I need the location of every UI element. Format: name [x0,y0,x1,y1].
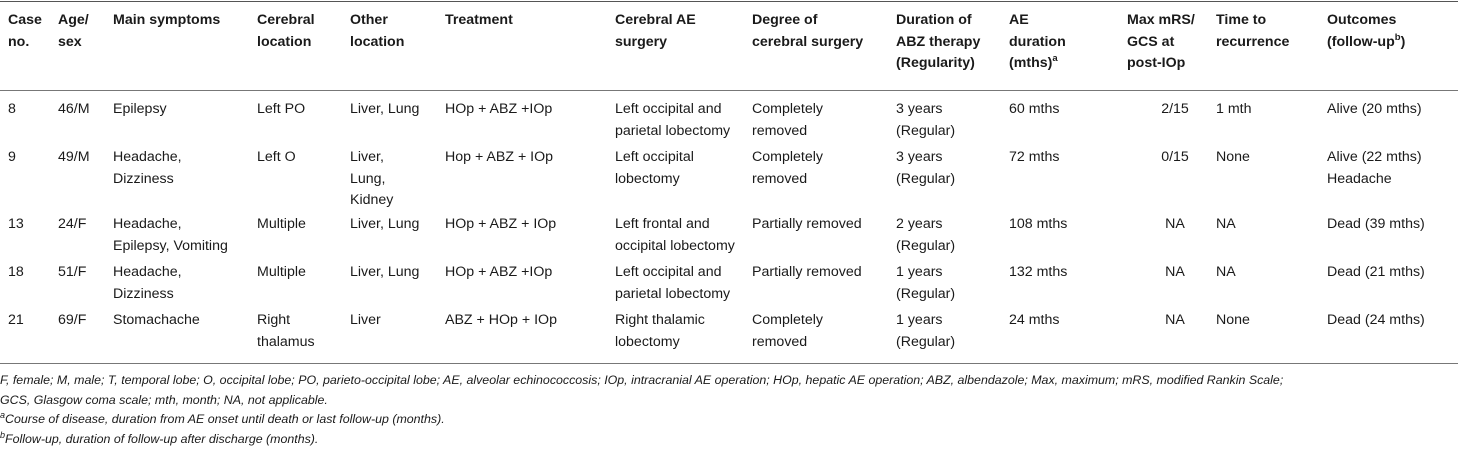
cell-abz-duration [896,262,955,305]
header-line [257,32,315,54]
cell-line: Right thalamic [615,312,705,328]
header-line-text: surgery [615,33,668,50]
cell-line: thalamus [257,333,315,350]
header-line-text: (follow-up [1327,33,1395,50]
header-line [58,32,89,54]
cell-line: NA [1165,216,1185,232]
cell-cerebral-location [257,147,296,169]
header-line-text: (mths) [1009,55,1053,71]
cell-line: NA [1165,264,1185,280]
cell-line: parietal lobectomy [615,285,731,302]
footnote-a-marker: a [0,410,6,421]
cell-line: Right [257,312,291,328]
cell-line: Dead (21 mths) [1327,264,1425,280]
header-line [615,32,696,54]
cell-line: Alive (22 mths) [1327,149,1422,165]
cell-line: 21 [8,312,24,328]
header-line-text: cerebral surgery [752,33,864,50]
cell-line: Completely [752,101,823,117]
cell-time-to-recurrence [1216,310,1250,332]
cell-main-symptoms [113,147,182,190]
cell-line: Left occipital and [615,101,722,117]
header-outcomes [1327,10,1405,53]
cell-line: 18 [8,264,24,280]
cell-other-location [350,214,419,236]
header-line: Max mRS/ [1127,12,1195,28]
cell-line: Completely [752,149,823,165]
header-age-sex [58,10,89,53]
cell-case-no [8,147,16,169]
cell-line: 8 [8,101,16,117]
cell-line: 2/15 [1161,101,1189,117]
cell-line: 9 [8,149,16,165]
cell-line: Dizziness [113,285,174,302]
header-abz-duration [896,10,980,75]
cell-line: Epilepsy, Vomiting [113,237,228,254]
cell-case-no [8,262,24,284]
cell-line: 1 mth [1216,101,1252,117]
header-cerebral-ae-surgery [615,10,696,53]
header-treatment [445,10,513,32]
cell-line: 24/F [58,216,87,232]
cell-line: Liver, Lung [350,216,420,232]
cell-line: Partially removed [752,264,862,280]
footnote-a [0,410,1458,430]
cell-line: Epilepsy [113,101,167,117]
cell-other-location [350,147,393,212]
footnote-b-text: Follow-up, duration of follow-up after discharge (months). [5,431,319,446]
header-line: Cerebral AE [615,12,696,28]
cell-abz-duration [896,214,955,257]
cell-line: 24 mths [1009,312,1060,328]
header-cerebral-location [257,10,315,53]
cell-line: lobectomy [615,170,680,187]
cell-line: HOp + ABZ +IOp [445,101,553,117]
cell-line: Left O [257,149,296,165]
cell-other-location [350,262,419,284]
cell-max-mrs-gcs [1135,310,1215,332]
header-line [350,32,404,54]
footnote-b-marker: b [0,429,6,440]
header-line: Outcomes [1327,12,1397,28]
cell-treatment [445,147,553,169]
header-line-text: ) [1400,33,1406,50]
cell-outcomes [1327,262,1425,284]
cell-line: Hop + ABZ + IOp [445,149,554,165]
cell-line: Liver [350,312,381,328]
header-time-to-recurrence [1216,10,1289,53]
cell-line: Completely [752,312,823,328]
cell-main-symptoms [113,214,228,257]
cell-abz-duration [896,310,955,353]
cell-line: 46/M [58,101,90,117]
header-line [752,32,863,54]
cell-line: Left frontal and [615,216,710,232]
cell-line: 49/M [58,149,90,165]
cell-outcomes [1327,214,1425,236]
table-bottom-rule [0,363,1458,364]
header-line-text: ABZ therapy [896,33,981,50]
cell-time-to-recurrence [1216,262,1236,284]
header-max-mrs-gcs [1127,10,1195,75]
header-line-text: sex [58,33,82,50]
cell-degree-of-surgery [752,147,823,190]
cell-line: Liver, [350,149,384,165]
cell-age-sex [58,262,86,284]
cell-line: 3 years [896,101,943,117]
header-line [1009,53,1066,75]
cell-degree-of-surgery [752,262,862,284]
cell-line: Headache [1327,170,1392,187]
header-main-symptoms [113,10,220,32]
cell-line: Headache, [113,216,182,232]
cell-age-sex [58,310,86,332]
header-degree-of-surgery [752,10,863,53]
cell-cerebral-location [257,262,306,284]
cell-line: Partially removed [752,216,862,232]
cell-other-location [350,310,381,332]
header-line-text: location [350,33,405,50]
cell-line: 3 years [896,149,943,165]
cell-ae-duration [1009,262,1067,284]
cell-line: NA [1165,312,1185,328]
table-footnotes [0,371,1458,449]
header-line-text: location [257,33,312,50]
cell-max-mrs-gcs [1135,147,1215,169]
header-case-no [8,10,42,53]
header-line-text: recurrence [1216,33,1290,50]
cell-treatment [445,310,557,332]
cell-line: Liver, Lung [350,264,420,280]
footnote-abbreviations-1: F, female; M, male; T, temporal lobe; O, occipital lobe; PO, parieto-occipital lobe; AE, alveolar echinococcosis; IOp, intracranial AE operation; HOp, hepatic AE operation; ABZ, albendazole; Max, maximum; mRS, modified Rankin Scale; [0,373,1284,387]
cell-main-symptoms [113,99,167,121]
cell-line: 60 mths [1009,101,1060,117]
header-line [1216,32,1289,54]
cell-treatment [445,262,552,284]
cell-max-mrs-gcs [1135,214,1215,236]
header-line: Main symptoms [113,12,221,28]
header-line [1009,32,1066,54]
cell-line: Headache, [113,149,182,165]
header-line: Duration of [896,12,972,28]
cell-case-no [8,99,16,121]
header-line: Cerebral [257,12,315,28]
cell-line: (Regular) [896,285,956,302]
cell-line: ABZ + HOp + IOp [445,312,557,328]
cell-outcomes [1327,147,1422,190]
cell-other-location [350,99,419,121]
footnote-b [0,430,1458,450]
cell-age-sex [58,99,90,121]
cell-abz-duration [896,147,955,190]
cell-cerebral-ae-surgery [615,262,730,305]
cell-line: parietal lobectomy [615,122,731,139]
header-other-location [350,10,404,53]
header-line [1127,53,1195,75]
cell-line: None [1216,149,1250,165]
cell-line: Alive (20 mths) [1327,101,1422,117]
cell-line: occipital lobectomy [615,237,735,254]
header-line-text: duration [1009,33,1066,50]
cell-main-symptoms [113,262,182,305]
cell-ae-duration [1009,214,1067,236]
header-footnote-marker: b [1394,31,1401,43]
cell-line: Liver, Lung [350,101,420,117]
cell-degree-of-surgery [752,214,862,236]
cell-max-mrs-gcs [1135,99,1215,121]
cell-age-sex [58,147,90,169]
cell-line: Left occipital [615,149,694,165]
header-line-text: post-IOp [1127,55,1186,71]
cell-age-sex [58,214,86,236]
cell-line: NA [1216,216,1236,232]
cell-cerebral-ae-surgery [615,310,705,353]
cell-line: Headache, [113,264,182,280]
cell-line: removed [752,122,808,139]
cell-line: HOp + ABZ +IOp [445,264,553,280]
table-header-rule [0,90,1458,91]
cell-line: HOp + ABZ + IOp [445,216,557,232]
cell-time-to-recurrence [1216,214,1236,236]
cell-time-to-recurrence [1216,147,1250,169]
cell-abz-duration [896,99,955,142]
table-top-rule [0,1,1458,2]
footnote-abbreviations-2: GCS, Glasgow coma scale; mth, month; NA, not applicable. [0,392,328,407]
cell-main-symptoms [113,310,200,332]
cell-line: Kidney [350,192,394,208]
cell-line: Multiple [257,216,306,232]
header-line-text: no. [8,33,30,50]
cell-degree-of-surgery [752,310,823,353]
cell-degree-of-surgery [752,99,823,142]
cell-time-to-recurrence [1216,99,1251,121]
cell-line: 1 years [896,264,943,280]
cell-outcomes [1327,310,1425,332]
cell-line: 132 mths [1009,264,1068,280]
cell-line: 69/F [58,312,87,328]
cell-line: Multiple [257,264,306,280]
header-line: Treatment [445,12,513,28]
cell-line: 13 [8,216,24,232]
header-line: Time to [1216,12,1267,28]
cell-ae-duration [1009,310,1059,332]
header-line: Case [8,12,42,28]
cell-line: removed [752,333,808,350]
cell-cerebral-location [257,310,315,353]
cell-line: Lung, [350,170,386,187]
header-line-text: (Regularity) [896,55,975,71]
cell-outcomes [1327,99,1422,121]
header-footnote-marker: a [1052,53,1058,64]
cell-line: None [1216,312,1250,328]
cell-max-mrs-gcs [1135,262,1215,284]
cell-case-no [8,214,24,236]
cell-line: (Regular) [896,170,956,187]
cell-cerebral-ae-surgery [615,214,735,257]
cell-line: (Regular) [896,333,956,350]
header-line [1127,32,1195,54]
cell-line: (Regular) [896,122,956,139]
cell-treatment [445,99,552,121]
header-ae-duration [1009,10,1066,75]
header-line-text: GCS at [1127,33,1175,50]
header-line: Degree of [752,12,818,28]
cell-line: 51/F [58,264,87,280]
cell-cerebral-location [257,214,306,236]
cell-line: NA [1216,264,1236,280]
cell-line: Dead (24 mths) [1327,312,1425,328]
header-line: Other [350,12,388,28]
footnote-a-text: Course of disease, duration from AE onset until death or last follow-up (months). [5,412,445,427]
cell-line: 1 years [896,312,943,328]
cell-line: lobectomy [615,333,680,350]
cell-case-no [8,310,24,332]
cell-ae-duration [1009,99,1059,121]
header-line [1327,32,1405,54]
header-line: AE [1009,12,1029,28]
cell-cerebral-location [257,99,305,121]
cell-line: (Regular) [896,237,956,254]
cell-cerebral-ae-surgery [615,99,730,142]
cell-line: removed [752,170,808,187]
cell-line: Dead (39 mths) [1327,216,1425,232]
cell-line: Left PO [257,101,306,117]
header-line [896,53,980,75]
cell-ae-duration [1009,147,1059,169]
cell-line: 108 mths [1009,216,1068,232]
cell-line: 2 years [896,216,943,232]
cell-line: 0/15 [1161,149,1189,165]
cell-line: Stomachache [113,312,200,328]
cell-cerebral-ae-surgery [615,147,694,190]
cell-line: 72 mths [1009,149,1060,165]
header-line: Age/ [58,12,89,28]
cell-line: Dizziness [113,170,174,187]
cell-line: Left occipital and [615,264,722,280]
header-line [896,32,980,54]
cell-treatment [445,214,556,236]
header-line [8,32,42,54]
